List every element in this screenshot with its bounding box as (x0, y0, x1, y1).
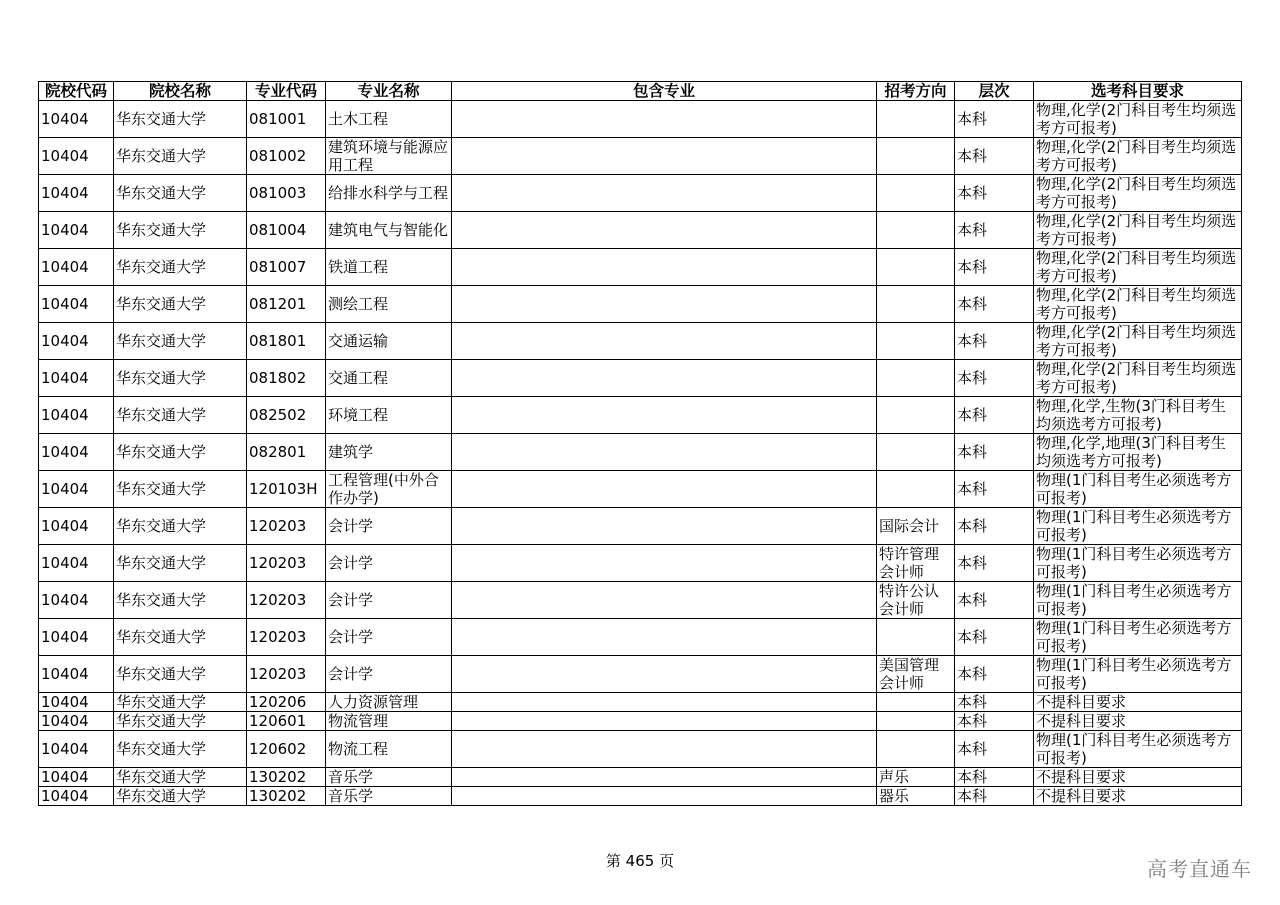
cell-school-code: 10404 (39, 138, 114, 175)
cell-school-code: 10404 (39, 768, 114, 787)
cell-school-name: 华东交通大学 (114, 360, 247, 397)
cell-direction (877, 619, 955, 656)
header-included-majors: 包含专业 (452, 82, 877, 101)
cell-major-code: 120203 (247, 582, 326, 619)
cell-level: 本科 (955, 138, 1034, 175)
table-row (39, 768, 1242, 787)
cell-level: 本科 (955, 212, 1034, 249)
table-header-row (39, 82, 1242, 101)
cell-included-majors (452, 693, 877, 712)
watermark: 高考直通车 (1147, 857, 1252, 881)
cell-major-name: 人力资源管理 (326, 693, 452, 712)
cell-school-name: 华东交通大学 (114, 286, 247, 323)
cell-direction (877, 101, 955, 138)
cell-level: 本科 (955, 545, 1034, 582)
cell-major-code: 081007 (247, 249, 326, 286)
cell-school-code: 10404 (39, 212, 114, 249)
cell-direction (877, 397, 955, 434)
cell-school-code: 10404 (39, 508, 114, 545)
cell-major-name: 环境工程 (326, 397, 452, 434)
cell-school-code: 10404 (39, 471, 114, 508)
cell-direction (877, 360, 955, 397)
cell-school-code: 10404 (39, 787, 114, 806)
cell-school-code: 10404 (39, 582, 114, 619)
cell-major-name: 建筑学 (326, 434, 452, 471)
cell-major-name: 给排水科学与工程 (326, 175, 452, 212)
cell-included-majors (452, 545, 877, 582)
cell-major-name: 会计学 (326, 656, 452, 693)
cell-level: 本科 (955, 768, 1034, 787)
cell-direction (877, 249, 955, 286)
cell-included-majors (452, 471, 877, 508)
cell-subject-requirement: 不提科目要求 (1034, 787, 1242, 806)
cell-included-majors (452, 323, 877, 360)
cell-included-majors (452, 656, 877, 693)
admission-requirements-table (38, 81, 1242, 806)
cell-school-name: 华东交通大学 (114, 693, 247, 712)
table-row (39, 545, 1242, 582)
cell-school-code: 10404 (39, 101, 114, 138)
cell-major-name: 铁道工程 (326, 249, 452, 286)
cell-school-name: 华东交通大学 (114, 138, 247, 175)
cell-major-name: 会计学 (326, 508, 452, 545)
cell-school-code: 10404 (39, 175, 114, 212)
cell-major-code: 081802 (247, 360, 326, 397)
table-row (39, 508, 1242, 545)
cell-subject-requirement: 物理(1门科目考生必须选考方可报考) (1034, 508, 1242, 545)
cell-direction: 声乐 (877, 768, 955, 787)
cell-major-code: 120601 (247, 712, 326, 731)
cell-direction: 美国管理会计师 (877, 656, 955, 693)
cell-major-name: 建筑电气与智能化 (326, 212, 452, 249)
cell-school-code: 10404 (39, 397, 114, 434)
cell-included-majors (452, 582, 877, 619)
cell-direction (877, 434, 955, 471)
table-row (39, 731, 1242, 768)
cell-included-majors (452, 731, 877, 768)
cell-major-code: 130202 (247, 787, 326, 806)
table-row (39, 175, 1242, 212)
cell-major-name: 土木工程 (326, 101, 452, 138)
cell-level: 本科 (955, 434, 1034, 471)
cell-school-name: 华东交通大学 (114, 582, 247, 619)
cell-level: 本科 (955, 619, 1034, 656)
cell-school-code: 10404 (39, 286, 114, 323)
cell-subject-requirement: 物理,化学(2门科目考生均须选考方可报考) (1034, 175, 1242, 212)
cell-direction (877, 712, 955, 731)
cell-included-majors (452, 619, 877, 656)
cell-level: 本科 (955, 471, 1034, 508)
cell-major-code: 120602 (247, 731, 326, 768)
cell-school-name: 华东交通大学 (114, 619, 247, 656)
cell-included-majors (452, 360, 877, 397)
cell-major-code: 120203 (247, 619, 326, 656)
table-row (39, 434, 1242, 471)
cell-level: 本科 (955, 582, 1034, 619)
cell-school-name: 华东交通大学 (114, 712, 247, 731)
cell-major-name: 会计学 (326, 582, 452, 619)
cell-major-name: 测绘工程 (326, 286, 452, 323)
cell-level: 本科 (955, 323, 1034, 360)
table-row (39, 101, 1242, 138)
cell-level: 本科 (955, 101, 1034, 138)
cell-included-majors (452, 434, 877, 471)
cell-major-code: 120103H (247, 471, 326, 508)
cell-included-majors (452, 138, 877, 175)
cell-major-code: 081003 (247, 175, 326, 212)
cell-included-majors (452, 787, 877, 806)
cell-major-name: 物流管理 (326, 712, 452, 731)
cell-school-name: 华东交通大学 (114, 175, 247, 212)
cell-school-name: 华东交通大学 (114, 656, 247, 693)
cell-school-name: 华东交通大学 (114, 101, 247, 138)
cell-major-code: 120203 (247, 545, 326, 582)
header-subject-requirement: 选考科目要求 (1034, 82, 1242, 101)
cell-major-code: 081201 (247, 286, 326, 323)
table-row (39, 138, 1242, 175)
header-level: 层次 (955, 82, 1034, 101)
cell-school-code: 10404 (39, 693, 114, 712)
cell-school-name: 华东交通大学 (114, 249, 247, 286)
cell-included-majors (452, 249, 877, 286)
cell-subject-requirement: 物理(1门科目考生必须选考方可报考) (1034, 731, 1242, 768)
cell-included-majors (452, 712, 877, 731)
table-row (39, 693, 1242, 712)
cell-included-majors (452, 212, 877, 249)
cell-level: 本科 (955, 712, 1034, 731)
cell-level: 本科 (955, 360, 1034, 397)
table-row (39, 212, 1242, 249)
cell-subject-requirement: 物理,化学(2门科目考生均须选考方可报考) (1034, 323, 1242, 360)
cell-direction (877, 212, 955, 249)
cell-school-code: 10404 (39, 731, 114, 768)
header-direction: 招考方向 (877, 82, 955, 101)
cell-school-name: 华东交通大学 (114, 731, 247, 768)
cell-major-name: 工程管理(中外合作办学) (326, 471, 452, 508)
cell-school-name: 华东交通大学 (114, 471, 247, 508)
cell-subject-requirement: 物理,化学(2门科目考生均须选考方可报考) (1034, 138, 1242, 175)
cell-included-majors (452, 175, 877, 212)
cell-school-name: 华东交通大学 (114, 212, 247, 249)
cell-level: 本科 (955, 731, 1034, 768)
cell-direction (877, 175, 955, 212)
cell-school-code: 10404 (39, 619, 114, 656)
cell-included-majors (452, 397, 877, 434)
cell-major-name: 会计学 (326, 619, 452, 656)
page-number: 第 465 页 (605, 852, 675, 870)
table-row (39, 249, 1242, 286)
cell-direction (877, 138, 955, 175)
cell-subject-requirement: 物理,化学(2门科目考生均须选考方可报考) (1034, 360, 1242, 397)
cell-level: 本科 (955, 397, 1034, 434)
cell-major-name: 音乐学 (326, 768, 452, 787)
cell-major-code: 120206 (247, 693, 326, 712)
table-row (39, 323, 1242, 360)
cell-subject-requirement: 物理,化学,生物(3门科目考生均须选考方可报考) (1034, 397, 1242, 434)
table-row (39, 582, 1242, 619)
cell-school-name: 华东交通大学 (114, 545, 247, 582)
cell-school-code: 10404 (39, 323, 114, 360)
table-row (39, 787, 1242, 806)
cell-subject-requirement: 物理(1门科目考生必须选考方可报考) (1034, 619, 1242, 656)
cell-major-code: 120203 (247, 508, 326, 545)
cell-level: 本科 (955, 693, 1034, 712)
cell-school-name: 华东交通大学 (114, 787, 247, 806)
cell-school-code: 10404 (39, 360, 114, 397)
table-row (39, 360, 1242, 397)
cell-major-code: 081002 (247, 138, 326, 175)
cell-direction (877, 323, 955, 360)
cell-level: 本科 (955, 286, 1034, 323)
cell-subject-requirement: 物理(1门科目考生必须选考方可报考) (1034, 545, 1242, 582)
cell-major-code: 082801 (247, 434, 326, 471)
cell-school-name: 华东交通大学 (114, 434, 247, 471)
cell-major-name: 会计学 (326, 545, 452, 582)
cell-level: 本科 (955, 249, 1034, 286)
cell-major-code: 120203 (247, 656, 326, 693)
cell-major-name: 音乐学 (326, 787, 452, 806)
table-row (39, 656, 1242, 693)
cell-major-code: 081001 (247, 101, 326, 138)
cell-direction: 特许管理会计师 (877, 545, 955, 582)
cell-level: 本科 (955, 787, 1034, 806)
cell-included-majors (452, 768, 877, 787)
cell-major-code: 082502 (247, 397, 326, 434)
cell-subject-requirement: 物理(1门科目考生必须选考方可报考) (1034, 471, 1242, 508)
cell-direction (877, 471, 955, 508)
cell-school-name: 华东交通大学 (114, 397, 247, 434)
cell-major-code: 081004 (247, 212, 326, 249)
header-school-code: 院校代码 (39, 82, 114, 101)
cell-included-majors (452, 101, 877, 138)
cell-major-name: 建筑环境与能源应用工程 (326, 138, 452, 175)
cell-subject-requirement: 物理,化学(2门科目考生均须选考方可报考) (1034, 212, 1242, 249)
cell-subject-requirement: 不提科目要求 (1034, 693, 1242, 712)
table-row (39, 712, 1242, 731)
table-row (39, 619, 1242, 656)
cell-school-name: 华东交通大学 (114, 768, 247, 787)
table-row (39, 397, 1242, 434)
cell-subject-requirement: 物理,化学(2门科目考生均须选考方可报考) (1034, 249, 1242, 286)
cell-direction (877, 286, 955, 323)
cell-direction: 器乐 (877, 787, 955, 806)
cell-subject-requirement: 物理(1门科目考生必须选考方可报考) (1034, 582, 1242, 619)
cell-direction: 特许公认会计师 (877, 582, 955, 619)
cell-major-name: 交通工程 (326, 360, 452, 397)
cell-school-code: 10404 (39, 712, 114, 731)
cell-subject-requirement: 物理,化学(2门科目考生均须选考方可报考) (1034, 286, 1242, 323)
cell-subject-requirement: 物理,化学(2门科目考生均须选考方可报考) (1034, 101, 1242, 138)
cell-included-majors (452, 508, 877, 545)
header-school-name: 院校名称 (114, 82, 247, 101)
cell-direction: 国际会计 (877, 508, 955, 545)
cell-level: 本科 (955, 508, 1034, 545)
cell-school-code: 10404 (39, 249, 114, 286)
cell-level: 本科 (955, 175, 1034, 212)
cell-school-code: 10404 (39, 545, 114, 582)
cell-subject-requirement: 不提科目要求 (1034, 768, 1242, 787)
cell-subject-requirement: 不提科目要求 (1034, 712, 1242, 731)
cell-direction (877, 731, 955, 768)
cell-subject-requirement: 物理(1门科目考生必须选考方可报考) (1034, 656, 1242, 693)
cell-direction (877, 693, 955, 712)
header-major-code: 专业代码 (247, 82, 326, 101)
table-row (39, 471, 1242, 508)
cell-major-name: 物流工程 (326, 731, 452, 768)
cell-school-name: 华东交通大学 (114, 508, 247, 545)
cell-school-code: 10404 (39, 656, 114, 693)
table-body (39, 101, 1242, 806)
cell-school-code: 10404 (39, 434, 114, 471)
header-major-name: 专业名称 (326, 82, 452, 101)
cell-included-majors (452, 286, 877, 323)
cell-major-code: 130202 (247, 768, 326, 787)
cell-major-name: 交通运输 (326, 323, 452, 360)
cell-school-name: 华东交通大学 (114, 323, 247, 360)
cell-major-code: 081801 (247, 323, 326, 360)
cell-level: 本科 (955, 656, 1034, 693)
cell-subject-requirement: 物理,化学,地理(3门科目考生均须选考方可报考) (1034, 434, 1242, 471)
table-row (39, 286, 1242, 323)
